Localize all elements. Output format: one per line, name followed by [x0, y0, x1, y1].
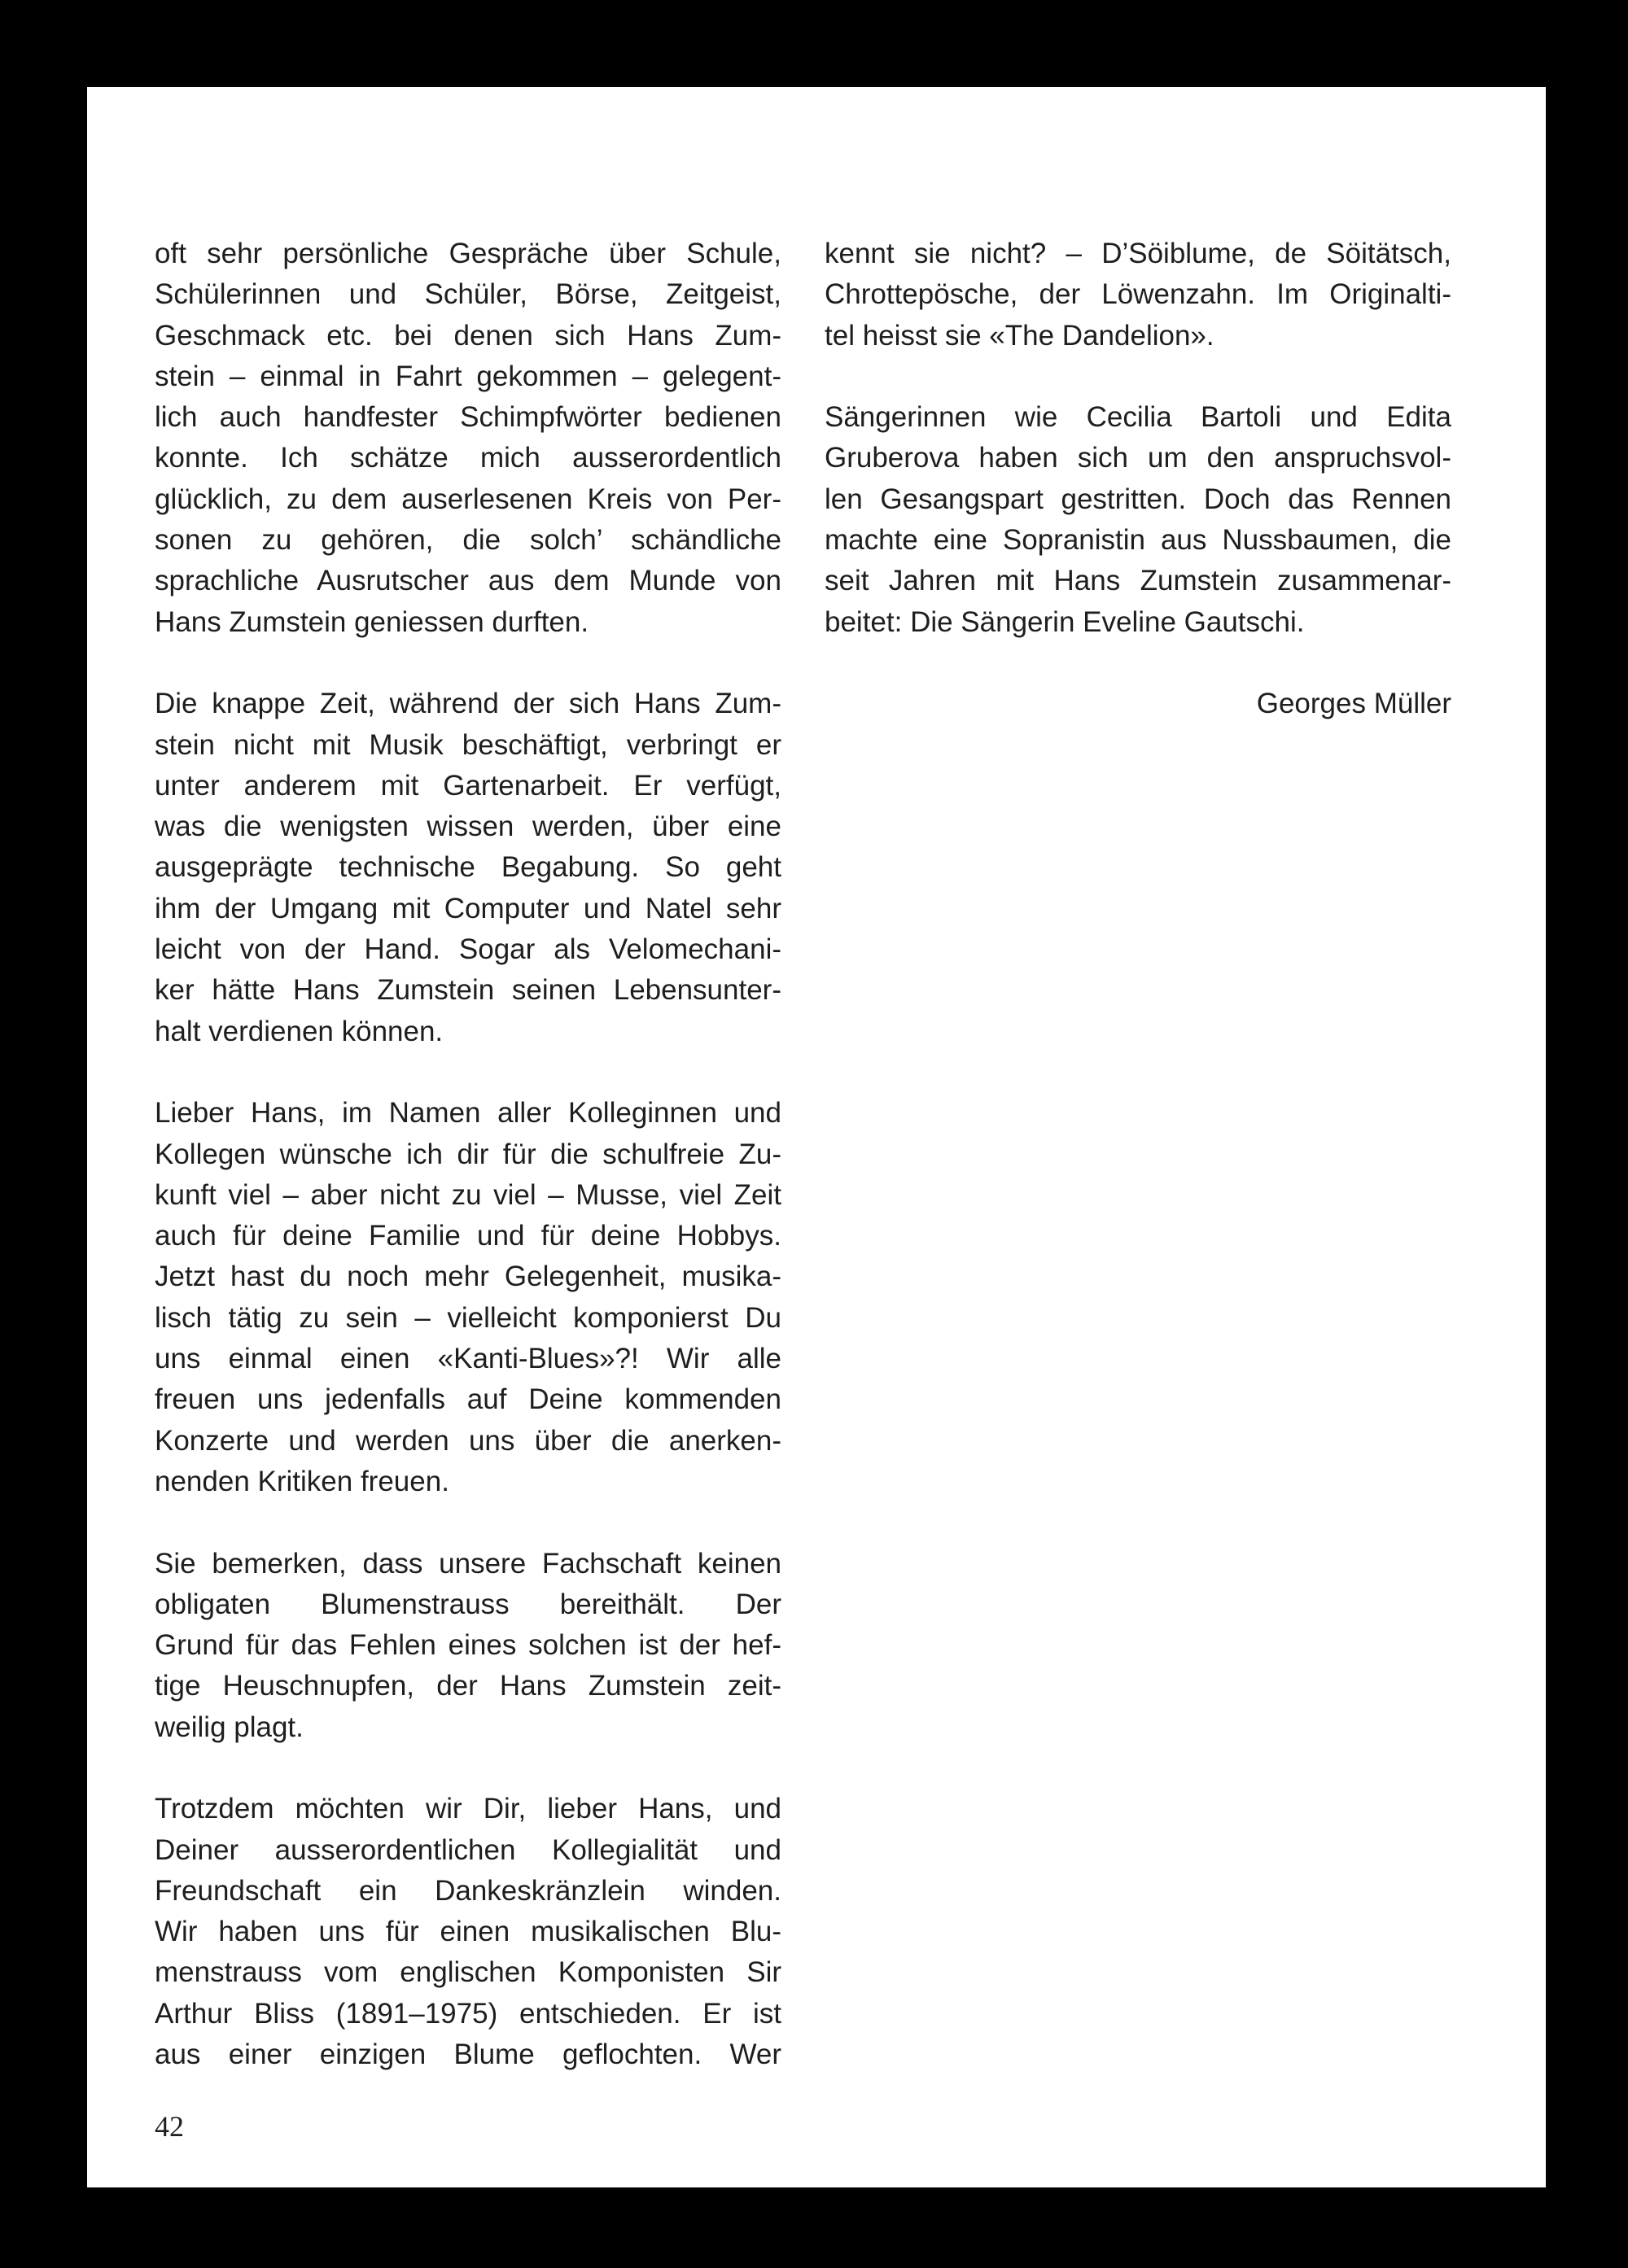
text-line: Grund für das Fehlen eines solchen ist der hef-	[155, 1629, 781, 1662]
text-line: Jetzt hast du noch mehr Gelegenheit, musika-	[155, 1261, 781, 1293]
page-number: 42	[155, 2110, 184, 2143]
text-line: beitet: Die Sängerin Eveline Gautschi.	[825, 605, 1305, 638]
text-line: Sie bemerken, dass unsere Fachschaft keinen	[155, 1547, 781, 1580]
paragraph	[155, 684, 781, 1052]
text-line: sonen zu gehören, die solch’ schändliche	[155, 524, 781, 557]
text-line: machte eine Sopranistin aus Nussbaumen, die	[825, 524, 1451, 557]
text-line: tel heisst sie «The Dandelion».	[825, 319, 1214, 352]
text-line: seit Jahren mit Hans Zumstein zusammenar-	[825, 565, 1451, 597]
paragraph	[155, 234, 781, 643]
text-line: Sängerinnen wie Cecilia Bartoli und Edita	[825, 401, 1451, 434]
text-line: kennt sie nicht? – D’Söiblume, de Söitätsch,	[825, 238, 1451, 269]
text-line: oft sehr persönliche Gespräche über Schule,	[155, 238, 781, 269]
text-line: was die wenigsten wissen werden, über eine	[155, 811, 781, 843]
text-line: sprachliche Ausrutscher aus dem Munde von	[155, 565, 781, 597]
text-line: Arthur Bliss (1891–1975) entschieden. Er ist	[155, 1997, 781, 2030]
left-text-column	[155, 234, 781, 2117]
paragraph	[155, 1544, 781, 1748]
text-line: ausgeprägte technische Begabung. So geht	[155, 851, 781, 884]
right-text-column	[825, 234, 1451, 725]
text-line: Deiner ausserordentlichen Kollegialität und	[155, 1833, 781, 1866]
author-signature: Georges Müller	[1256, 688, 1451, 720]
text-line: Chrottepösche, der Löwenzahn. Im Originalti-	[825, 278, 1451, 311]
text-line: kunft viel – aber nicht zu viel – Musse, viel Zeit	[155, 1178, 781, 1211]
text-line: ihm der Umgang mit Computer und Natel sehr	[155, 892, 781, 924]
text-line: Lieber Hans, im Namen aller Kolleginnen und	[155, 1097, 781, 1130]
paragraph	[825, 397, 1451, 643]
paragraph	[155, 1093, 781, 1502]
text-line: Konzerte und werden uns über die anerken-	[155, 1424, 781, 1457]
text-line: Schülerinnen und Schüler, Börse, Zeitgeist,	[155, 278, 781, 311]
text-line: freuen uns jedenfalls auf Deine kommenden	[155, 1383, 781, 1416]
text-line: lich auch handfester Schimpfwörter bedienen	[155, 401, 781, 434]
paragraph	[155, 1789, 781, 2075]
text-line: auch für deine Familie und für deine Hobbys.	[155, 1220, 781, 1252]
text-line: Kollegen wünsche ich dir für die schulfreie Zu-	[155, 1138, 781, 1170]
text-line: konnte. Ich schätze mich ausserordentlich	[155, 442, 781, 474]
text-line: Gruberova haben sich um den anspruchsvol-	[825, 442, 1451, 474]
text-line: lisch tätig zu sein – vielleicht komponierst Du	[155, 1301, 781, 1334]
text-line: Wir haben uns für einen musikalischen Blu-	[155, 1916, 781, 1948]
text-line: unter anderem mit Gartenarbeit. Er verfügt,	[155, 769, 781, 802]
text-line: ker hätte Hans Zumstein seinen Lebensunter-	[155, 974, 781, 1007]
text-line: len Gesangspart gestritten. Doch das Rennen	[825, 483, 1451, 515]
text-line: stein nicht mit Musik beschäftigt, verbringt er	[155, 728, 781, 761]
text-line: Trotzdem möchten wir Dir, lieber Hans, und	[155, 1793, 781, 1825]
text-line: halt verdienen können.	[155, 1015, 444, 1047]
text-line: Die knappe Zeit, während der sich Hans Zum-	[155, 688, 781, 720]
text-line: stein – einmal in Fahrt gekommen – gelegent-	[155, 360, 781, 392]
document-page	[87, 87, 1546, 2187]
text-line: tige Heuschnupfen, der Hans Zumstein zeit-	[155, 1670, 781, 1702]
text-line: Hans Zumstein geniessen durften.	[155, 605, 589, 638]
text-line: aus einer einzigen Blume geflochten. Wer	[155, 2039, 781, 2071]
text-line: obligaten Blumenstrauss bereithält. Der	[155, 1588, 781, 1620]
text-line: Geschmack etc. bei denen sich Hans Zum-	[155, 319, 781, 352]
text-line: weilig plagt.	[155, 1711, 304, 1743]
text-line: leicht von der Hand. Sogar als Velomechani-	[155, 933, 781, 966]
text-line: menstrauss vom englischen Komponisten Sir	[155, 1956, 781, 1989]
text-line: nenden Kritiken freuen.	[155, 1465, 449, 1497]
text-line: glücklich, zu dem auserlesenen Kreis von Per-	[155, 483, 781, 515]
text-line: Freundschaft ein Dankeskränzlein winden.	[155, 1874, 781, 1907]
paragraph	[825, 234, 1451, 356]
text-line: uns einmal einen «Kanti-Blues»?! Wir alle	[155, 1343, 781, 1375]
